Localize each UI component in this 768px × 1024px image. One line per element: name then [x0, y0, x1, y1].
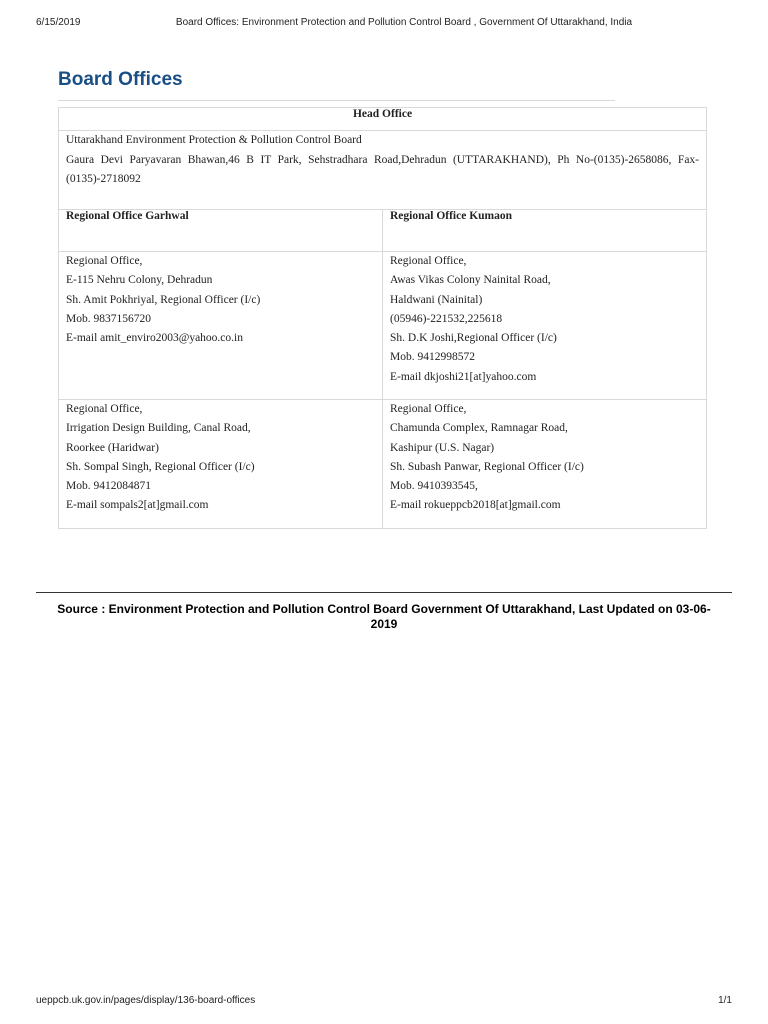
office-line: Regional Office,: [66, 403, 143, 415]
office-line: Awas Vikas Colony Nainital Road,: [390, 274, 551, 287]
head-office-heading: Head Office: [59, 108, 707, 131]
regional-office-garhwal-heading: Regional Office Garhwal: [59, 210, 383, 252]
office-line: E-mail rokueppcb2018[at]gmail.com: [390, 499, 561, 512]
title-divider: [58, 100, 615, 101]
office-line: E-mail dkjoshi21[at]yahoo.com: [390, 370, 537, 383]
office-line: Mob. 9410393545,: [390, 480, 478, 493]
source-note: Source : Environment Protection and Pollution Control Board Government Of Uttarakhand, Last Updated on 03-06-2019: [57, 602, 711, 631]
office-dehradun: [59, 252, 383, 400]
office-line: Sh. D.K Joshi,Regional Officer (I/c): [390, 332, 557, 345]
source-divider: [36, 592, 732, 593]
office-line: Roorkee (Haridwar): [66, 441, 159, 454]
office-line: Chamunda Complex, Ramnagar Road,: [390, 422, 568, 435]
office-haldwani: [383, 252, 707, 400]
office-line: Kashipur (U.S. Nagar): [390, 441, 495, 454]
board-offices-table: [58, 107, 707, 529]
office-line: Mob. 9412998572: [390, 351, 475, 364]
office-roorkee: [59, 400, 383, 529]
office-line: Sh. Sompal Singh, Regional Officer (I/c): [66, 460, 255, 473]
office-line: E-115 Nehru Colony, Dehradun: [66, 274, 213, 287]
head-office-details: [59, 131, 707, 210]
print-document-title: Board Offices: Environment Protection and Pollution Control Board , Government Of Uttarakhand, India: [175, 17, 633, 28]
office-line: Regional Office,: [390, 403, 467, 415]
office-line: E-mail sompals2[at]gmail.com: [66, 499, 209, 512]
office-line: Irrigation Design Building, Canal Road,: [66, 422, 251, 435]
office-kashipur: [383, 400, 707, 529]
page-url: ueppcb.uk.gov.in/pages/display/136-board-offices: [36, 995, 256, 1006]
page-title: Board Offices: [58, 69, 183, 90]
office-line: Mob. 9837156720: [66, 312, 151, 325]
print-header: [36, 17, 732, 28]
head-office-name: Uttarakhand Environment Protection & Pollution Control Board: [66, 134, 362, 146]
page-number: 1/1: [718, 995, 732, 1006]
regional-office-kumaon-heading: Regional Office Kumaon: [383, 210, 707, 252]
head-office-address: Gaura Devi Paryavaran Bhawan,46 B IT Park, Sehstradhara Road,Dehradun (UTTARAKHAND), Ph No-(0135)-2658086, Fax-(0135)-2718092: [66, 153, 700, 185]
office-line: Regional Office,: [390, 255, 467, 267]
office-line: E-mail amit_enviro2003@yahoo.co.in: [66, 332, 243, 345]
print-footer: [36, 995, 732, 1006]
office-line: (05946)-221532,225618: [390, 312, 503, 325]
print-date: 6/15/2019: [36, 17, 81, 28]
office-line: Regional Office,: [66, 255, 143, 267]
office-line: Sh. Subash Panwar, Regional Officer (I/c): [390, 460, 584, 473]
office-line: Haldwani (Nainital): [390, 293, 483, 306]
office-line: Mob. 9412084871: [66, 480, 151, 493]
office-line: Sh. Amit Pokhriyal, Regional Officer (I/c): [66, 293, 261, 306]
